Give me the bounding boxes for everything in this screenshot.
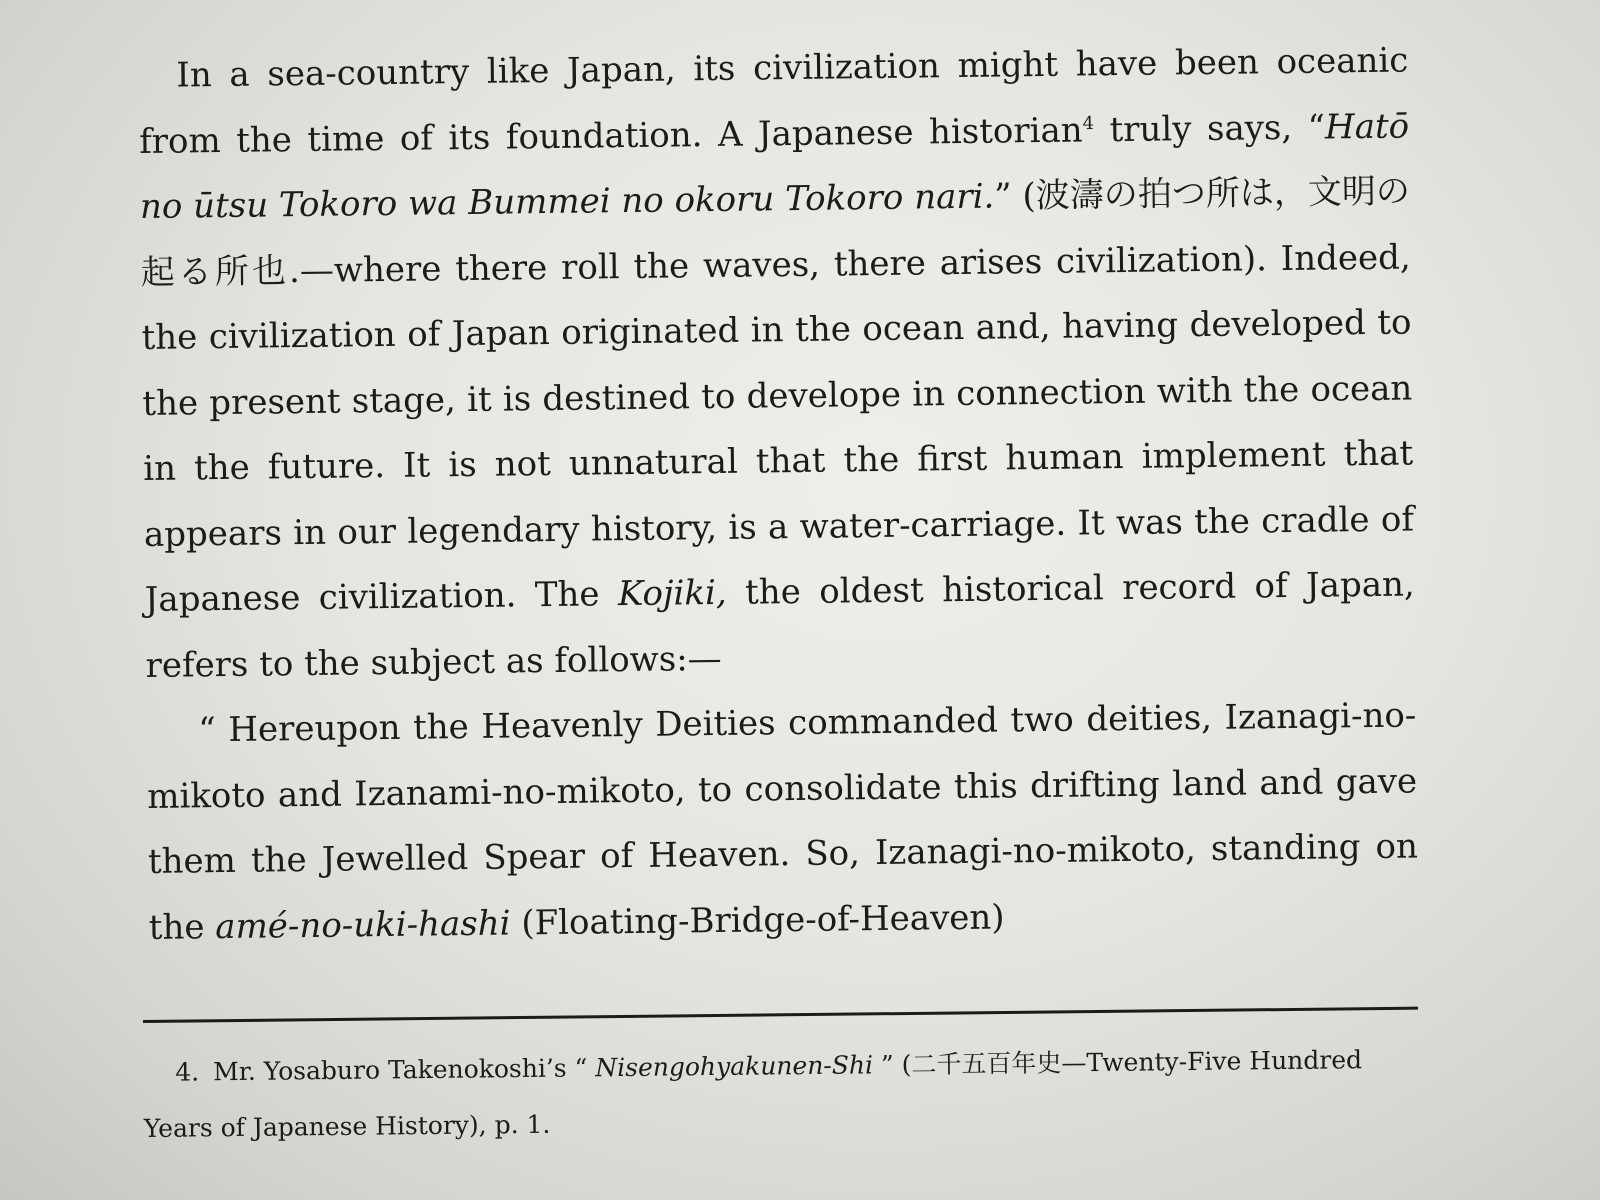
footnote-text-b: ” (二千五百年史—Twenty-Five Hundred Years of Japanese History), p. 1.	[143, 1045, 1363, 1143]
paragraph-1	[138, 28, 1416, 698]
footnote-number: 4.	[175, 1057, 200, 1087]
paragraph-1-text-c: ” (波濤の拍つ所は，文明の起る所也.—where there roll the waves, there arises civilization). Indeed, the civilization of Japan originated in the ocean and, having developed to the present stage, it is destined to develope in connection with the ocean in the future. It is not unnatural that the first human implement that appears in our legendary history, is a water-carriage. It was the cradle of Japanese civilization. The	[140, 171, 1415, 620]
romaji-quote: Hatō no ūtsu Tokoro wa Bummei no okoru Tokoro nari.	[139, 105, 1410, 227]
paragraph-1-text-d: the oldest historical record of Japan, refers to the subject as follows:—	[145, 564, 1415, 686]
kojiki-title: Kojiki,	[617, 572, 727, 615]
footnote-book-title: Nisengohyakunen-Shi	[595, 1050, 874, 1083]
footnote-divider	[143, 1007, 1418, 1023]
paragraph-2-text-a: “ Hereupon the Heavenly Deities commanded two deities, Izanagi-no-mikoto and Izanami-no-mikoto, to consolidate this drifting land and gave them the Jewelled Spear of Heaven. So, Izanagi-no-mikoto, standing on the	[146, 695, 1419, 948]
paragraph-1-text-a: In a sea-country like Japan, its civilization might have been oceanic from the time of its foundation. A Japanese historian	[138, 40, 1409, 162]
paragraph-1-text-b: truly says, “	[1093, 107, 1326, 150]
paragraph-2	[146, 683, 1419, 960]
body-text	[138, 28, 1419, 960]
paragraph-2-text-b: (Floating-Bridge-of-Heaven)	[510, 896, 1005, 944]
footnote	[143, 1032, 1424, 1157]
ame-no-uki-hashi-term: amé-no-uki-hashi	[215, 903, 511, 947]
footnote-marker: 4	[1082, 112, 1095, 134]
footnote-text-a: Mr. Yosaburo Takenokoshi’s “	[212, 1053, 596, 1087]
